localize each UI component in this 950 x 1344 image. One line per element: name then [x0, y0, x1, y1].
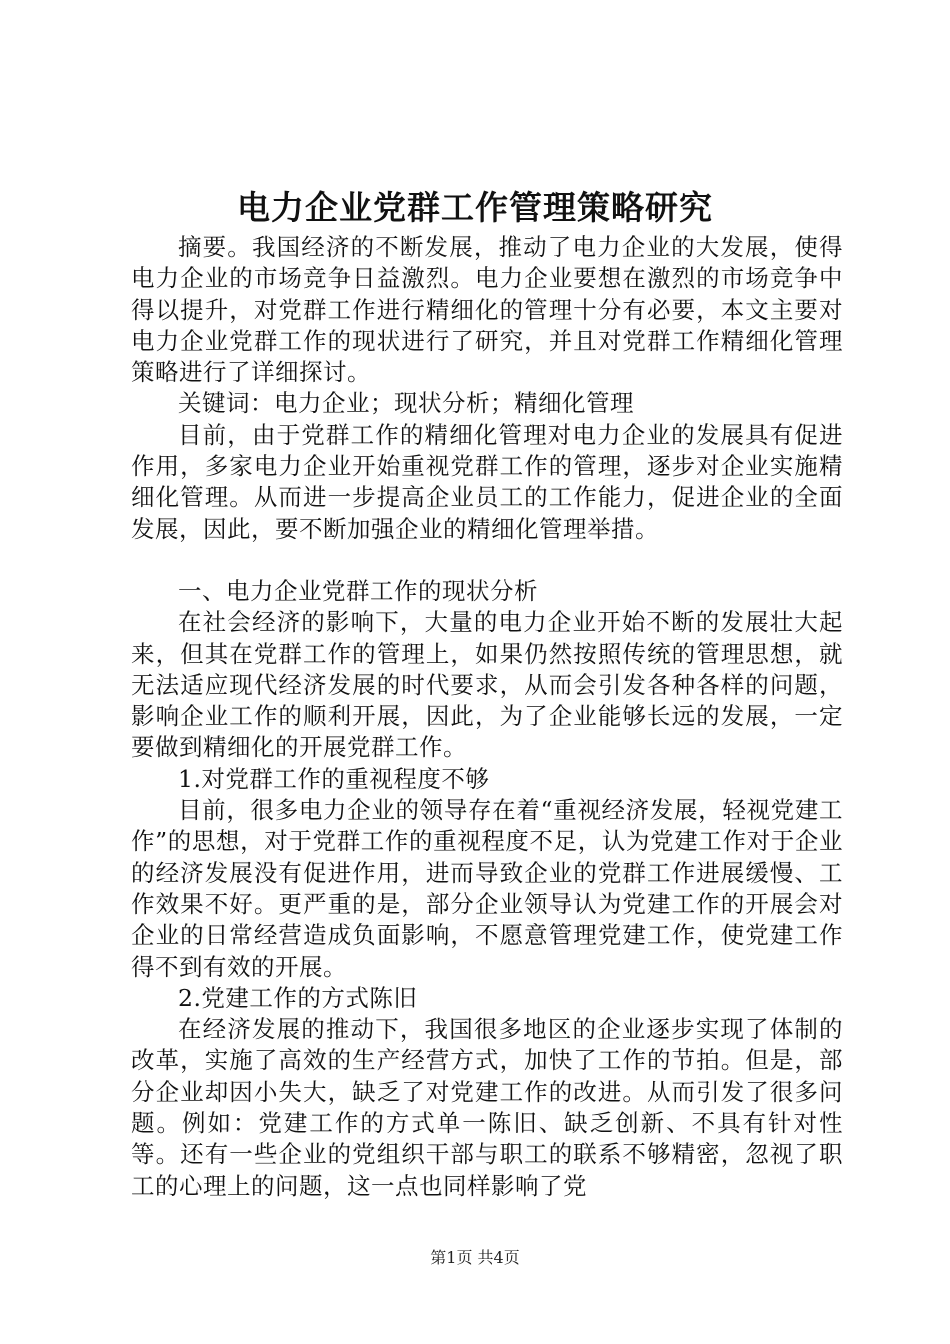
abstract-paragraph: 摘要。我国经济的不断发展，推动了电力企业的大发展，使得电力企业的市场竞争日益激烈。电力企业要想在激烈的市场竞争中得以提升，对党群工作进行精细化的管理十分有必要，本文主要对电力企业党群工作的现状进行了研究，并且对党群工作精细化管理策略进行了详细探讨。: [131, 233, 843, 387]
keywords-paragraph: 关键词：电力企业；现状分析；精细化管理: [178, 389, 634, 418]
page-title: 电力企业党群工作管理策略研究: [237, 188, 713, 227]
paragraph-spacer: [131, 545, 843, 576]
body-paragraph: 在社会经济的影响下，大量的电力企业开始不断的发展壮大起来，但其在党群工作的管理上，如果仍然按照传统的管理思想，就无法适应现代经济发展的时代要求，从而会引发各种各样的问题，影响企业工作的顺利开展，因此，为了企业能够长远的发展，一定要做到精细化的开展党群工作。: [131, 608, 843, 762]
subsection-heading: 1.对党群工作的重视程度不够: [178, 764, 490, 793]
body-paragraph: 在经济发展的推动下，我国很多地区的企业逐步实现了体制的改革，实施了高效的生产经营方式，加快了工作的节拍。但是，部分企业却因小失大，缺乏了对党建工作的改进。从而引发了很多问题。例如：党建工作的方式单一陈旧、缺乏创新、不具有针对性等。还有一些企业的党组织干部与职工的联系不够精密，忽视了职工的心理上的问题，这一点也同样影响了党: [131, 1015, 843, 1200]
page-number-footer: 第1页 共4页: [430, 1248, 520, 1267]
document-body: [131, 232, 843, 1202]
intro-paragraph: 目前，由于党群工作的精细化管理对电力企业的发展具有促进作用，多家电力企业开始重视党群工作的管理，逐步对企业实施精细化管理。从而进一步提高企业员工的工作能力，促进企业的全面发展，因此，要不断加强企业的精细化管理举措。: [131, 420, 843, 543]
subsection-heading: 2.党建工作的方式陈旧: [178, 983, 418, 1012]
body-paragraph: 目前，很多电力企业的领导存在着“重视经济发展，轻视党建工作”的思想，对于党群工作的重视程度不足，认为党建工作对于企业的经济发展没有促进作用，进而导致企业的党群工作进展缓慢、工作效果不好。更严重的是，部分企业领导认为党建工作的开展会对企业的日常经营造成负面影响，不愿意管理党建工作，使党建工作得不到有效的开展。: [131, 796, 843, 981]
section-heading: 一、电力企业党群工作的现状分析: [178, 576, 538, 605]
